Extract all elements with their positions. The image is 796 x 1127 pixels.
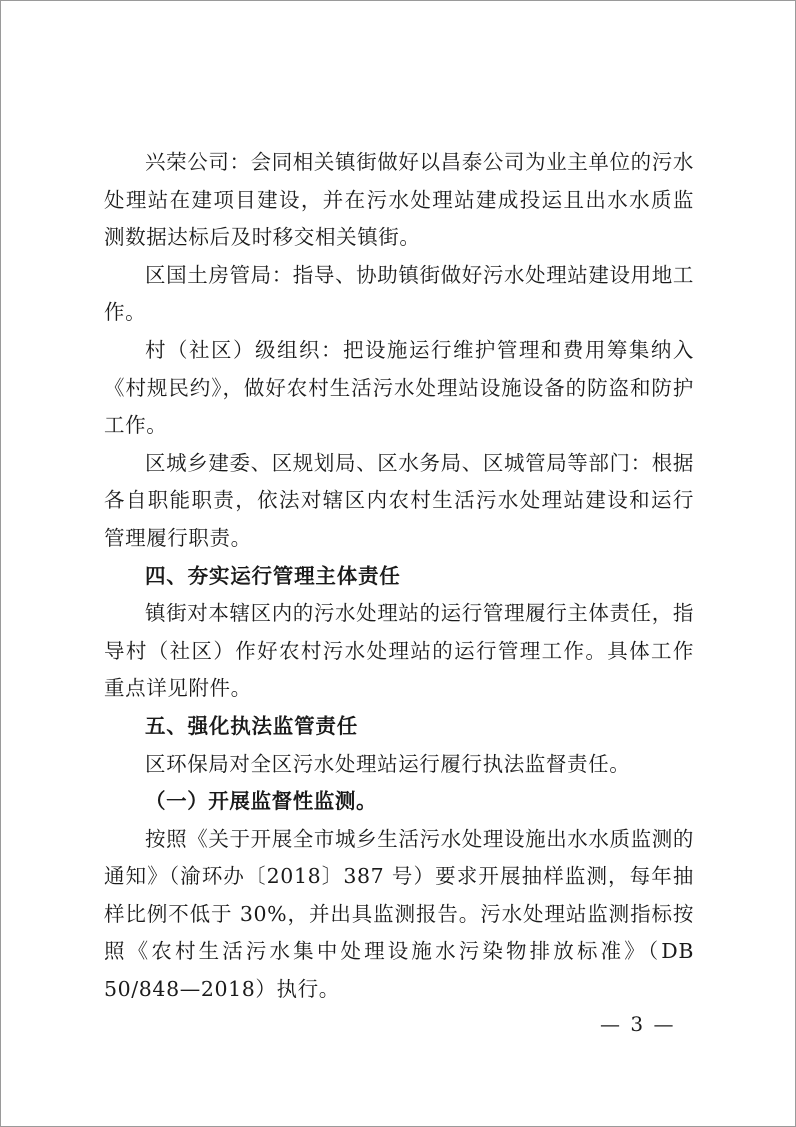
paragraph-land-housing-bureau: 区国土房管局：指导、协助镇街做好污水处理站建设用地工作。 [104, 262, 694, 325]
document-body [104, 144, 694, 1009]
section-heading-four: 四、夯实运行管理主体责任 [145, 563, 401, 588]
paragraph-district-departments: 区城乡建委、区规划局、区水务局、区城管局等部门：根据各自职能职责，依法对辖区内农村生活污水处理站建设和运行管理履行职责。 [104, 450, 694, 550]
section-heading-five: 五、强化执法监管责任 [145, 713, 358, 738]
paragraph-environment-bureau: 区环保局对全区污水处理站运行履行执法监督责任。 [145, 751, 631, 776]
paragraph-village-organization: 村（社区）级组织：把设施运行维护管理和费用筹集纳入《村规民约》，做好农村生活污水处理站设施设备的防盗和防护工作。 [104, 337, 694, 438]
subheading-supervisory-monitoring: （一）开展监督性监测。 [145, 789, 378, 814]
paragraph-monitoring-requirements: 按照《关于开展全市城乡生活污水处理设施出水水质监测的通知》（渝环办〔2018〕387 号）要求开展抽样监测，每年抽样比例不低于 30%，并出具监测报告。污水处理站监测指标按照《农村生活污水集中处理设施水污染物排放标准》（DB 50/848—2018）执行。 [104, 826, 694, 1002]
paragraph-town-responsibility: 镇街对本辖区内的污水处理站的运行管理履行主体责任，指导村（社区）作好农村污水处理站的运行管理工作。具体工作重点详见附件。 [104, 601, 694, 701]
paragraph-xingrong-company: 兴荣公司：会同相关镇街做好以昌泰公司为业主单位的污水处理站在建项目建设，并在污水处理站建成投运且出水水质监测数据达标后及时移交相关镇街。 [104, 150, 694, 250]
page-number: — 3 — [600, 1012, 676, 1036]
